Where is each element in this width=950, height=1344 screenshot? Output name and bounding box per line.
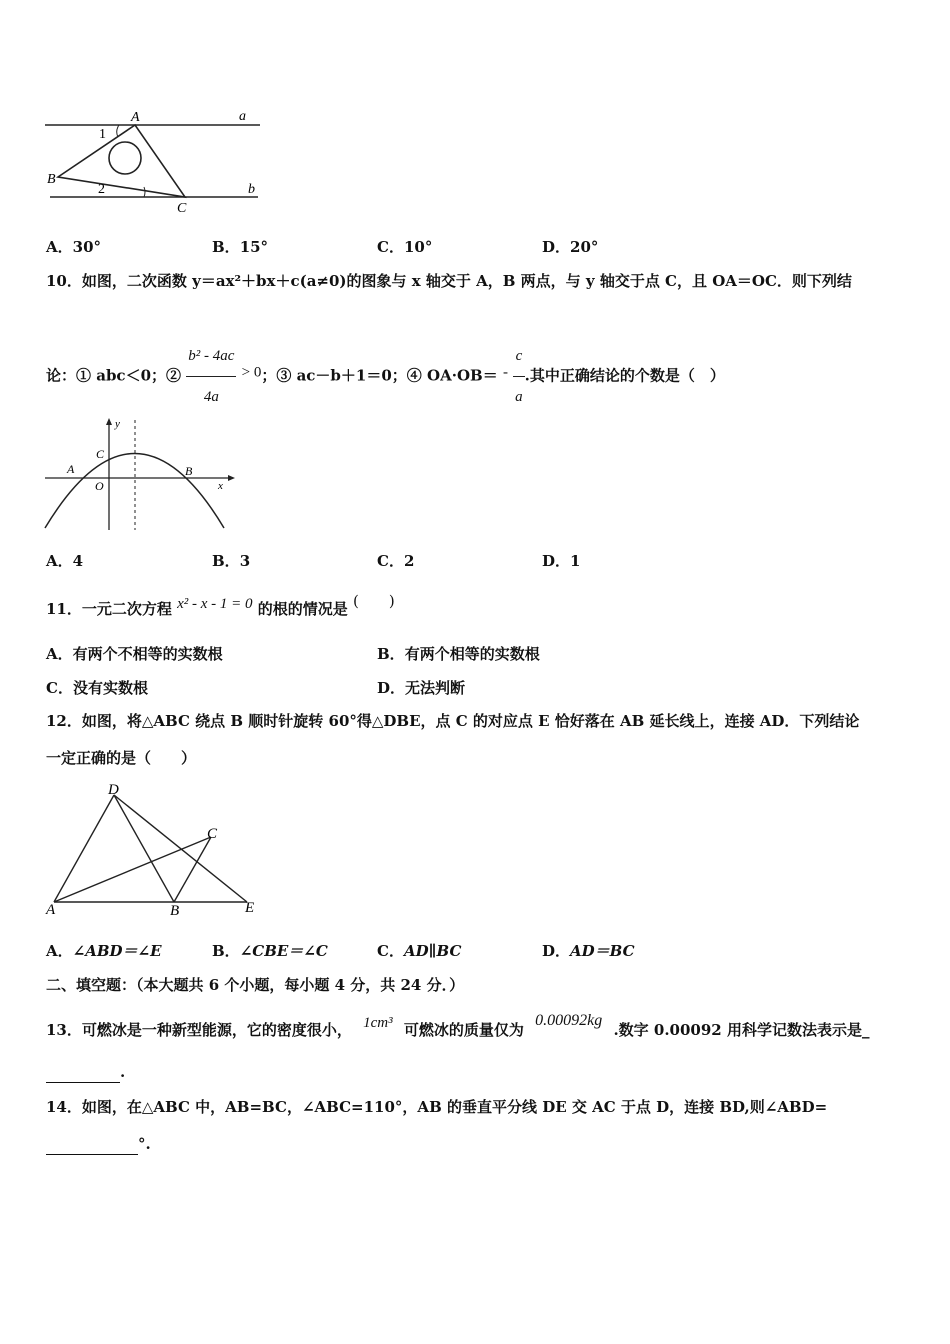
q13-mass: 0.00092kg: [535, 1012, 603, 1029]
label-B: B: [47, 172, 56, 187]
q12-stem-line1: 12．如图，将△ABC 绕点 B 顺时针旋转 60°得△DBE，点 C 的对应点 E 恰好落在 AB 延长线上，连接 AD．下列结论: [46, 712, 860, 730]
q10-fraction-1: $\frac{\text{b² - 4ac}}{4a}$: [186, 336, 236, 417]
q13-volume: 1cm³: [363, 1015, 393, 1031]
q11-equation: x² - x - 1 = 0: [177, 596, 253, 612]
label-b: b: [248, 182, 255, 197]
segment-db: [114, 795, 174, 902]
label-A: A: [67, 462, 75, 476]
q10-stem: 10．如图，二次函数 y＝ax²＋bx＋c(a≠0)的图象与 x 轴交于 A，B 两点，与 y 轴交于点 C，且 OA＝OC．则下列结: [46, 272, 852, 290]
q9-option-d[interactable]: D．20°: [542, 238, 599, 256]
q9-option-a[interactable]: A．30°: [46, 238, 102, 256]
q11-paren: ( ): [353, 592, 395, 610]
q11-option-d[interactable]: D．无法判断: [377, 679, 466, 697]
q14-answer-line: °.: [46, 1134, 151, 1155]
q11-option-a[interactable]: A．有两个不相等的实数根: [46, 645, 223, 663]
q12-option-b[interactable]: B．∠CBE＝∠C: [212, 942, 328, 960]
q11-option-c[interactable]: C．没有实数根: [46, 679, 148, 697]
q11-option-b[interactable]: B．有两个相等的实数根: [377, 645, 540, 663]
label-O: O: [95, 479, 104, 493]
segment-de: [114, 795, 247, 902]
q12-option-d[interactable]: D．AD＝BC: [542, 942, 635, 960]
label-A: A: [131, 110, 140, 125]
segment-ad: [54, 795, 114, 902]
label-A: A: [46, 902, 56, 918]
q12-stem-line2: 一定正确的是（ ）: [46, 749, 197, 767]
q12-option-a[interactable]: A．∠ABD＝∠E: [46, 942, 162, 960]
label-a: a: [239, 109, 246, 124]
q13-stem: 13．可燃冰是一种新型能源，它的密度很小， 1cm³ 可燃冰的质量仅为 0.00092kg .数字 0.00092 用科学记数法表示是_: [46, 1012, 870, 1039]
q10-option-c[interactable]: C．2: [377, 552, 415, 570]
q10-figure: [40, 415, 240, 535]
q14-stem: 14．如图，在△ABC 中，AB=BC，∠ABC=110°，AB 的垂直平分线 DE 交 AC 于点 D，连接 BD,则∠ABD=: [46, 1098, 828, 1116]
label-x: x: [218, 480, 223, 492]
triangle-abc: [58, 125, 185, 197]
label-2: 2: [98, 182, 105, 197]
q10-option-b[interactable]: B．3: [212, 552, 251, 570]
q10-option-a[interactable]: A．4: [46, 552, 84, 570]
angle2-arc: [144, 187, 145, 197]
q10-fraction-2: $\frac{c}{a}$: [513, 336, 525, 417]
x-axis-arrow: [228, 475, 235, 481]
label-C: C: [177, 201, 187, 215]
q12-option-c[interactable]: C．AD∥BC: [377, 942, 462, 960]
section-fill-in-heading: 二、填空题：（本大题共 6 个小题，每小题 4 分，共 24 分．）: [46, 976, 465, 994]
q9-option-b[interactable]: B．15°: [212, 238, 269, 256]
label-D: D: [108, 782, 119, 798]
segment-ac: [54, 837, 211, 902]
label-C: C: [207, 826, 218, 842]
q9-option-c[interactable]: C．10°: [377, 238, 433, 256]
segment-bc: [174, 837, 211, 902]
q10-gt-zero: > 0: [241, 364, 262, 381]
q10-option-d[interactable]: D．1: [542, 552, 581, 570]
y-axis-arrow: [106, 418, 112, 425]
q13-answer-line: .: [46, 1062, 125, 1083]
incircle: [109, 142, 141, 174]
q9-figure: [40, 105, 270, 215]
label-B: B: [170, 903, 180, 919]
label-1: 1: [99, 127, 106, 142]
q10-neg-sign: -: [502, 364, 508, 381]
label-B: B: [185, 464, 193, 478]
q13-blank[interactable]: [46, 1062, 120, 1083]
q12-figure: [42, 780, 267, 920]
label-E: E: [245, 900, 255, 916]
label-C: C: [96, 447, 105, 461]
q11-stem: 11．一元二次方程 x² - x - 1 = 0 的根的情况是 ( ): [46, 592, 395, 618]
label-y: y: [115, 418, 120, 430]
q10-conclusions: 论：① abc＜0；② $\frac{\text{b² - 4ac}}{4a}$ > 0；③ ac－b＋1＝0；④ OA·OB＝ - $\frac{c}{a}$ .其中正确结论的个数是（ ）: [46, 336, 725, 417]
q14-blank[interactable]: [46, 1134, 138, 1155]
